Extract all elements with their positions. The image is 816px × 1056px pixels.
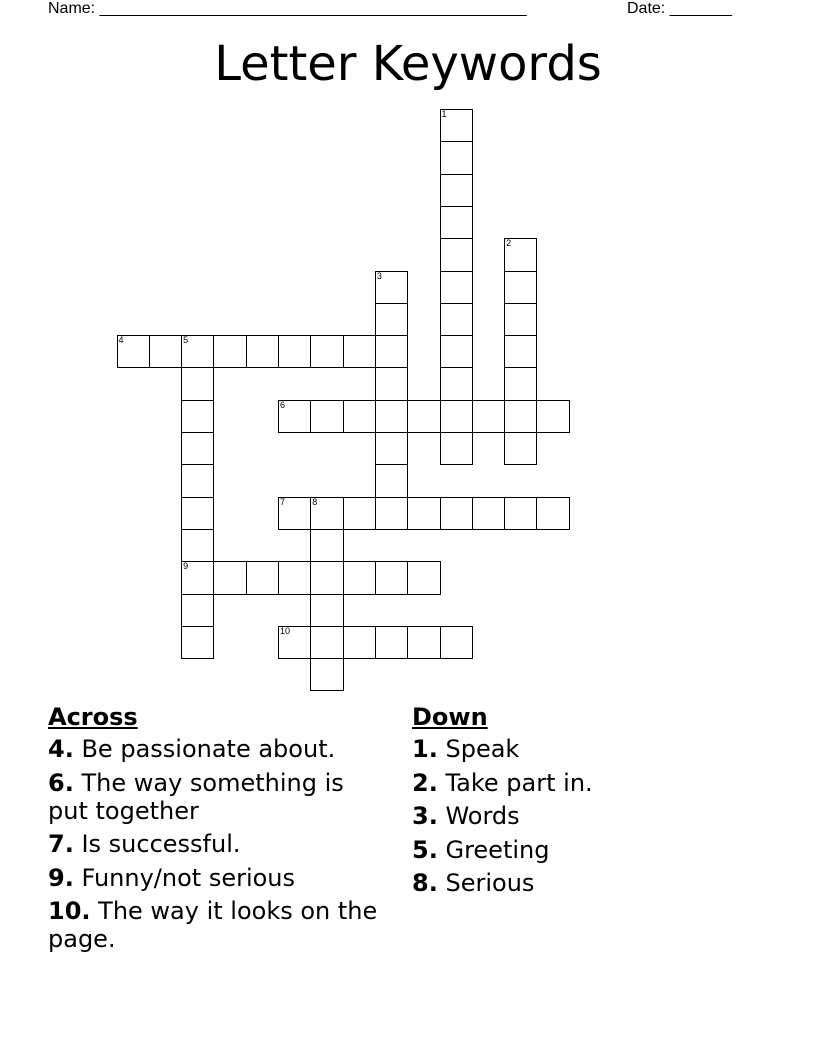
down-clue [412, 735, 772, 763]
across-clue-list [48, 735, 388, 953]
grid-cell[interactable] [375, 561, 408, 594]
grid-cell[interactable] [117, 335, 150, 368]
grid-cell[interactable] [440, 174, 473, 207]
name-field[interactable]: Name: ________________________________________________ [48, 0, 527, 17]
grid-cell[interactable] [504, 367, 537, 400]
grid-cell[interactable] [440, 141, 473, 174]
clue-text: Take part in. [445, 768, 593, 797]
grid-cell[interactable] [278, 626, 311, 659]
grid-cell[interactable] [440, 238, 473, 271]
down-clue-list [412, 735, 772, 897]
clue-number: 2. [412, 768, 438, 797]
grid-cell[interactable] [440, 626, 473, 659]
clue-number-label: 3 [376, 270, 382, 281]
grid-cell[interactable] [504, 432, 537, 465]
across-clue [48, 864, 388, 892]
down-clue [412, 836, 772, 864]
grid-cell[interactable] [181, 594, 214, 627]
grid-cell[interactable] [213, 561, 246, 594]
grid-cell[interactable] [375, 335, 408, 368]
grid-cell[interactable] [375, 432, 408, 465]
grid-cell[interactable] [407, 561, 440, 594]
clue-number: 1. [412, 735, 438, 763]
grid-cell[interactable] [440, 497, 473, 530]
down-heading: Down [412, 703, 488, 731]
down-clue [412, 769, 772, 797]
grid-cell[interactable] [504, 400, 537, 433]
grid-cell[interactable] [407, 626, 440, 659]
clue-number-label: 1 [441, 109, 447, 119]
grid-cell[interactable] [213, 335, 246, 368]
clue-text: Be passionate about. [81, 735, 336, 763]
grid-cell[interactable] [375, 464, 408, 497]
grid-cell[interactable] [310, 626, 343, 659]
grid-cell[interactable] [375, 400, 408, 433]
clue-text: Speak [445, 735, 520, 763]
clue-text: Funny/not serious [81, 863, 296, 892]
grid-cell[interactable] [440, 367, 473, 400]
clue-number-label: 7 [280, 496, 286, 507]
grid-cell[interactable] [375, 626, 408, 659]
grid-cell[interactable] [181, 400, 214, 433]
grid-cell[interactable] [278, 335, 311, 368]
grid-cell[interactable] [440, 271, 473, 304]
grid-cell[interactable] [310, 594, 343, 627]
grid-cell[interactable] [246, 335, 279, 368]
clue-text: Greeting [445, 835, 550, 864]
grid-cell[interactable] [504, 238, 537, 271]
clue-number: 8. [412, 869, 438, 897]
grid-cell[interactable] [440, 109, 473, 142]
grid-cell[interactable] [343, 561, 376, 594]
clue-number: 7. [48, 830, 74, 858]
grid-cell[interactable] [343, 626, 376, 659]
grid-cell[interactable] [310, 561, 343, 594]
across-clues [48, 703, 388, 959]
grid-cell[interactable] [181, 367, 214, 400]
grid-cell[interactable] [246, 561, 279, 594]
grid-cell[interactable] [278, 561, 311, 594]
grid-cell[interactable] [375, 303, 408, 336]
grid-cell[interactable] [440, 335, 473, 368]
across-clue [48, 735, 388, 763]
clue-text: Is successful. [81, 830, 241, 858]
grid-cell[interactable] [181, 497, 214, 530]
grid-cell[interactable] [407, 400, 440, 433]
grid-cell[interactable] [440, 400, 473, 433]
grid-cell[interactable] [472, 400, 505, 433]
grid-cell[interactable] [181, 432, 214, 465]
across-clue [48, 769, 388, 825]
across-clue [48, 830, 388, 858]
grid-cell[interactable] [472, 497, 505, 530]
clue-text: Serious [445, 869, 535, 897]
down-clue [412, 869, 772, 897]
grid-cell[interactable] [536, 497, 569, 530]
clue-number: 6. [48, 768, 74, 797]
grid-cell[interactable] [343, 400, 376, 433]
puzzle-title: Letter Keywords [214, 36, 602, 92]
grid-cell[interactable] [343, 497, 376, 530]
clue-text: The way something is put together [48, 768, 344, 825]
date-field[interactable]: Date: _______ [627, 0, 732, 17]
clue-number: 10. [48, 897, 91, 925]
clue-number-label: 6 [280, 399, 286, 410]
clue-number-label: 2 [506, 238, 512, 249]
grid-cell[interactable] [181, 626, 214, 659]
grid-cell[interactable] [375, 497, 408, 530]
clue-number: 9. [48, 863, 74, 892]
grid-cell[interactable] [504, 497, 537, 530]
grid-cell[interactable] [536, 400, 569, 433]
clue-text: The way it looks on the page. [48, 897, 378, 953]
down-clue [412, 802, 772, 830]
grid-cell[interactable] [310, 497, 343, 530]
grid-cell[interactable] [310, 529, 343, 562]
clue-number: 3. [412, 802, 438, 830]
clue-number-label: 8 [312, 496, 318, 507]
grid-cell[interactable] [181, 529, 214, 562]
grid-cell[interactable] [149, 335, 182, 368]
grid-cell[interactable] [181, 561, 214, 594]
clue-number-label: 4 [118, 335, 124, 346]
grid-cell[interactable] [278, 497, 311, 530]
grid-cell[interactable] [343, 335, 376, 368]
grid-cell[interactable] [504, 303, 537, 336]
across-clue [48, 897, 388, 953]
clue-text: Words [445, 802, 520, 830]
grid-cell[interactable] [310, 335, 343, 368]
grid-cell[interactable] [181, 464, 214, 497]
grid-cell[interactable] [440, 432, 473, 465]
clue-number: 5. [412, 835, 438, 864]
grid-cell[interactable] [310, 658, 343, 691]
grid-cell[interactable] [440, 303, 473, 336]
grid-cell[interactable] [310, 400, 343, 433]
grid-cell[interactable] [440, 206, 473, 239]
grid-cell[interactable] [504, 271, 537, 304]
grid-cell[interactable] [181, 335, 214, 368]
clue-number-label: 9 [183, 561, 189, 572]
clue-number-label: 10 [280, 625, 291, 636]
across-heading: Across [48, 703, 138, 731]
clue-number: 4. [48, 735, 74, 763]
grid-cell[interactable] [504, 335, 537, 368]
grid-cell[interactable] [278, 400, 311, 433]
down-clues [412, 703, 772, 903]
clue-number-label: 5 [183, 335, 189, 346]
grid-cell[interactable] [407, 497, 440, 530]
grid-cell[interactable] [375, 271, 408, 304]
grid-cell[interactable] [375, 367, 408, 400]
